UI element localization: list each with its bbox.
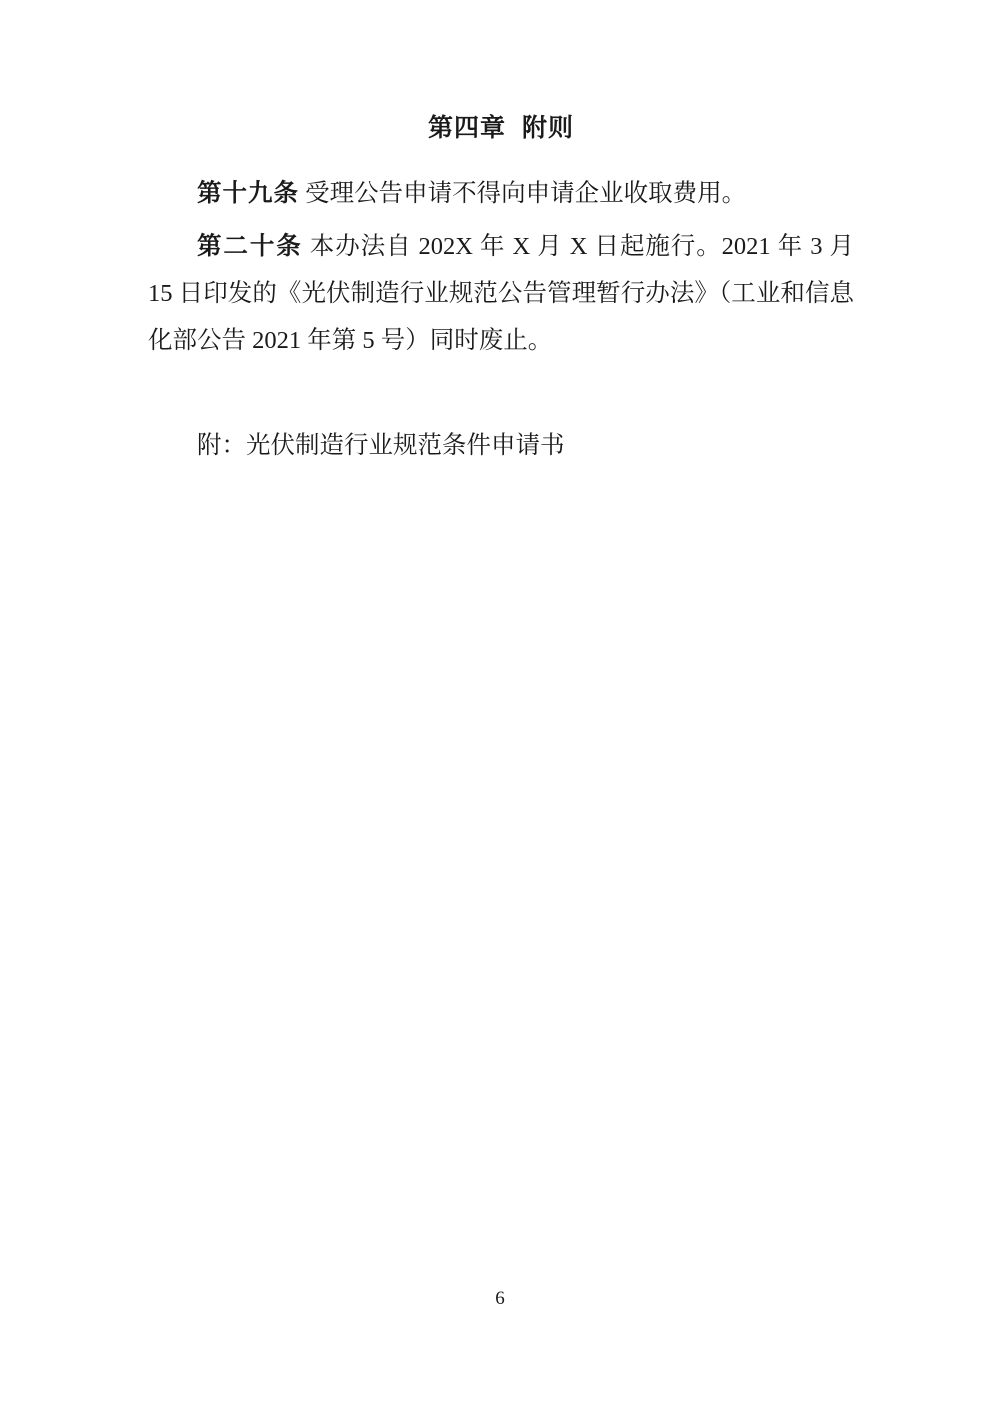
- article-label: 第十九条: [197, 179, 299, 207]
- chapter-title-text: 附则: [522, 115, 575, 142]
- article-paragraph: [148, 170, 854, 217]
- article-paragraph: [148, 223, 854, 364]
- article-text: 本办法自 202X 年 X 月 X 日起施行。2021 年 3 月 15 日印发的《光伏制造行业规范公告管理暂行办法》（工业和信息化部公告 2021 年第 5 号）同时废止。: [148, 232, 855, 354]
- attachment-line: 附：光伏制造行业规范条件申请书: [197, 431, 565, 459]
- article-text: 受理公告申请不得向申请企业收取费用。: [305, 179, 747, 207]
- page-number: 6: [495, 1288, 505, 1309]
- article-label: 第二十条: [197, 232, 303, 260]
- chapter-heading: [148, 110, 854, 148]
- chapter-number: 第四章: [427, 115, 506, 142]
- document-body: [148, 110, 854, 469]
- paragraph-spacer: [148, 370, 854, 422]
